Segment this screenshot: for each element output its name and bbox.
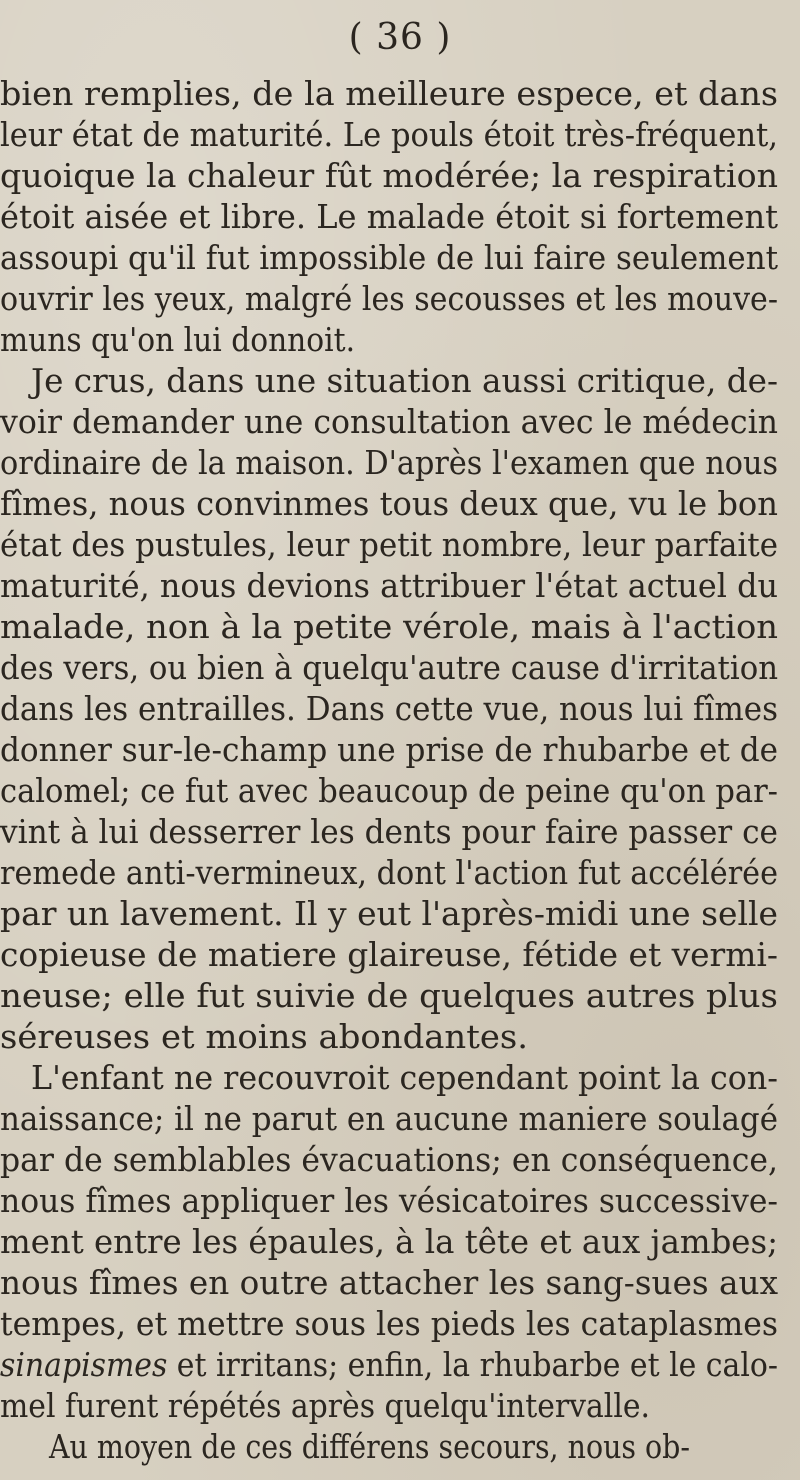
- line-text: bien remplies, de la meilleure espece, et dans: [0, 74, 779, 113]
- line-text: maturité, nous devions attribuer l'état actuel du: [0, 566, 778, 605]
- line-text: ordinaire de la maison. D'après l'examen que nous: [0, 443, 778, 482]
- line-text: copieuse de matiere glaireuse, fétide et vermi-: [0, 935, 778, 974]
- text-line: [0, 769, 800, 813]
- line-text: muns qu'on lui donnoit.: [0, 320, 355, 359]
- text-line: [0, 113, 800, 157]
- line-text: nous fîmes appliquer les vésicatoires successive-: [0, 1181, 778, 1220]
- text-line: [0, 1425, 800, 1469]
- line-rest: et irritans; enfin, la rhubarbe et le calo-: [167, 1345, 779, 1384]
- text-line: [0, 154, 800, 198]
- line-text: malade, non à la petite vérole, mais à l'action: [0, 607, 778, 646]
- line-text: donner sur-le-champ une prise de rhubarbe et de: [0, 730, 778, 769]
- line-text: Je crus, dans une situation aussi critique, de-: [31, 361, 778, 400]
- text-line: [0, 195, 800, 239]
- line-text: nous fîmes en outre attacher les sang-sues aux: [0, 1263, 778, 1302]
- text-line: [0, 1015, 800, 1059]
- text-line: [0, 1261, 800, 1305]
- line-text: naissance; il ne parut en aucune maniere soulagé: [0, 1099, 778, 1138]
- line-text: calomel; ce fut avec beaucoup de peine qu'on par-: [0, 771, 778, 810]
- text-line: [0, 1056, 800, 1100]
- text-line: [0, 482, 800, 526]
- line-text: par un lavement. Il y eut l'après-midi une selle: [0, 894, 778, 933]
- text-line: [0, 236, 800, 280]
- line-text: par de semblables évacuations; en conséquence,: [0, 1140, 778, 1179]
- line-text: tempes, et mettre sous les pieds les cataplasmes: [0, 1304, 778, 1343]
- text-line: [0, 851, 800, 895]
- text-line: [0, 359, 800, 403]
- text-line: [0, 441, 800, 485]
- text-line: [0, 728, 800, 772]
- italic-word: sinapismes: [0, 1345, 168, 1384]
- line-text: neuse; elle fut suivie de quelques autres plus: [0, 976, 778, 1015]
- text-line: [0, 1097, 800, 1141]
- line-text: L'enfant ne recouvroit cependant point la con-: [31, 1058, 778, 1097]
- line-text: mel furent répétés après quelqu'intervalle.: [0, 1386, 650, 1425]
- text-line: [0, 1302, 800, 1346]
- text-line: [0, 564, 800, 608]
- text-line: [0, 318, 800, 362]
- line-text: ouvrir les yeux, malgré les secousses et les mouve-: [0, 279, 778, 318]
- text-line: [0, 1138, 800, 1182]
- text-line: [0, 523, 800, 567]
- text-line: [0, 72, 800, 116]
- text-line: [0, 277, 800, 321]
- text-line: [0, 605, 800, 649]
- line-text: assoupi qu'il fut impossible de lui faire seulement: [0, 238, 778, 277]
- text-line: [0, 1220, 800, 1264]
- text-line: [0, 1343, 800, 1387]
- line-text: leur état de maturité. Le pouls étoit très-fréquent,: [0, 115, 778, 154]
- line-text: [0, 1343, 778, 1387]
- line-text: remede anti-vermineux, dont l'action fut accélérée: [0, 853, 778, 892]
- line-text: voir demander une consultation avec le médecin: [0, 402, 778, 441]
- text-line: [0, 400, 800, 444]
- line-text: vint à lui desserrer les dents pour faire passer ce: [0, 812, 778, 851]
- text-line: [0, 646, 800, 690]
- line-text: fîmes, nous convinmes tous deux que, vu le bon: [0, 484, 778, 523]
- text-line: [0, 1179, 800, 1223]
- text-line: [0, 933, 800, 977]
- line-text: ment entre les épaules, à la tête et aux jambes;: [0, 1222, 778, 1261]
- text-line: [0, 687, 800, 731]
- line-text: dans les entrailles. Dans cette vue, nous lui fîmes: [0, 689, 778, 728]
- line-text: des vers, ou bien à quelqu'autre cause d'irritation: [0, 648, 778, 687]
- text-line: [0, 1384, 800, 1428]
- page-number: ( 36 ): [348, 17, 452, 58]
- text-line: [0, 892, 800, 936]
- line-text: Au moyen de ces différens secours, nous ob-: [49, 1427, 690, 1466]
- text-line: [0, 810, 800, 854]
- line-text: quoique la chaleur fût modérée; la respiration: [0, 156, 778, 195]
- text-line: [0, 974, 800, 1018]
- line-text: séreuses et moins abondantes.: [0, 1017, 528, 1056]
- line-text: état des pustules, leur petit nombre, leur parfaite: [0, 525, 778, 564]
- line-text: étoit aisée et libre. Le malade étoit si fortement: [0, 197, 778, 236]
